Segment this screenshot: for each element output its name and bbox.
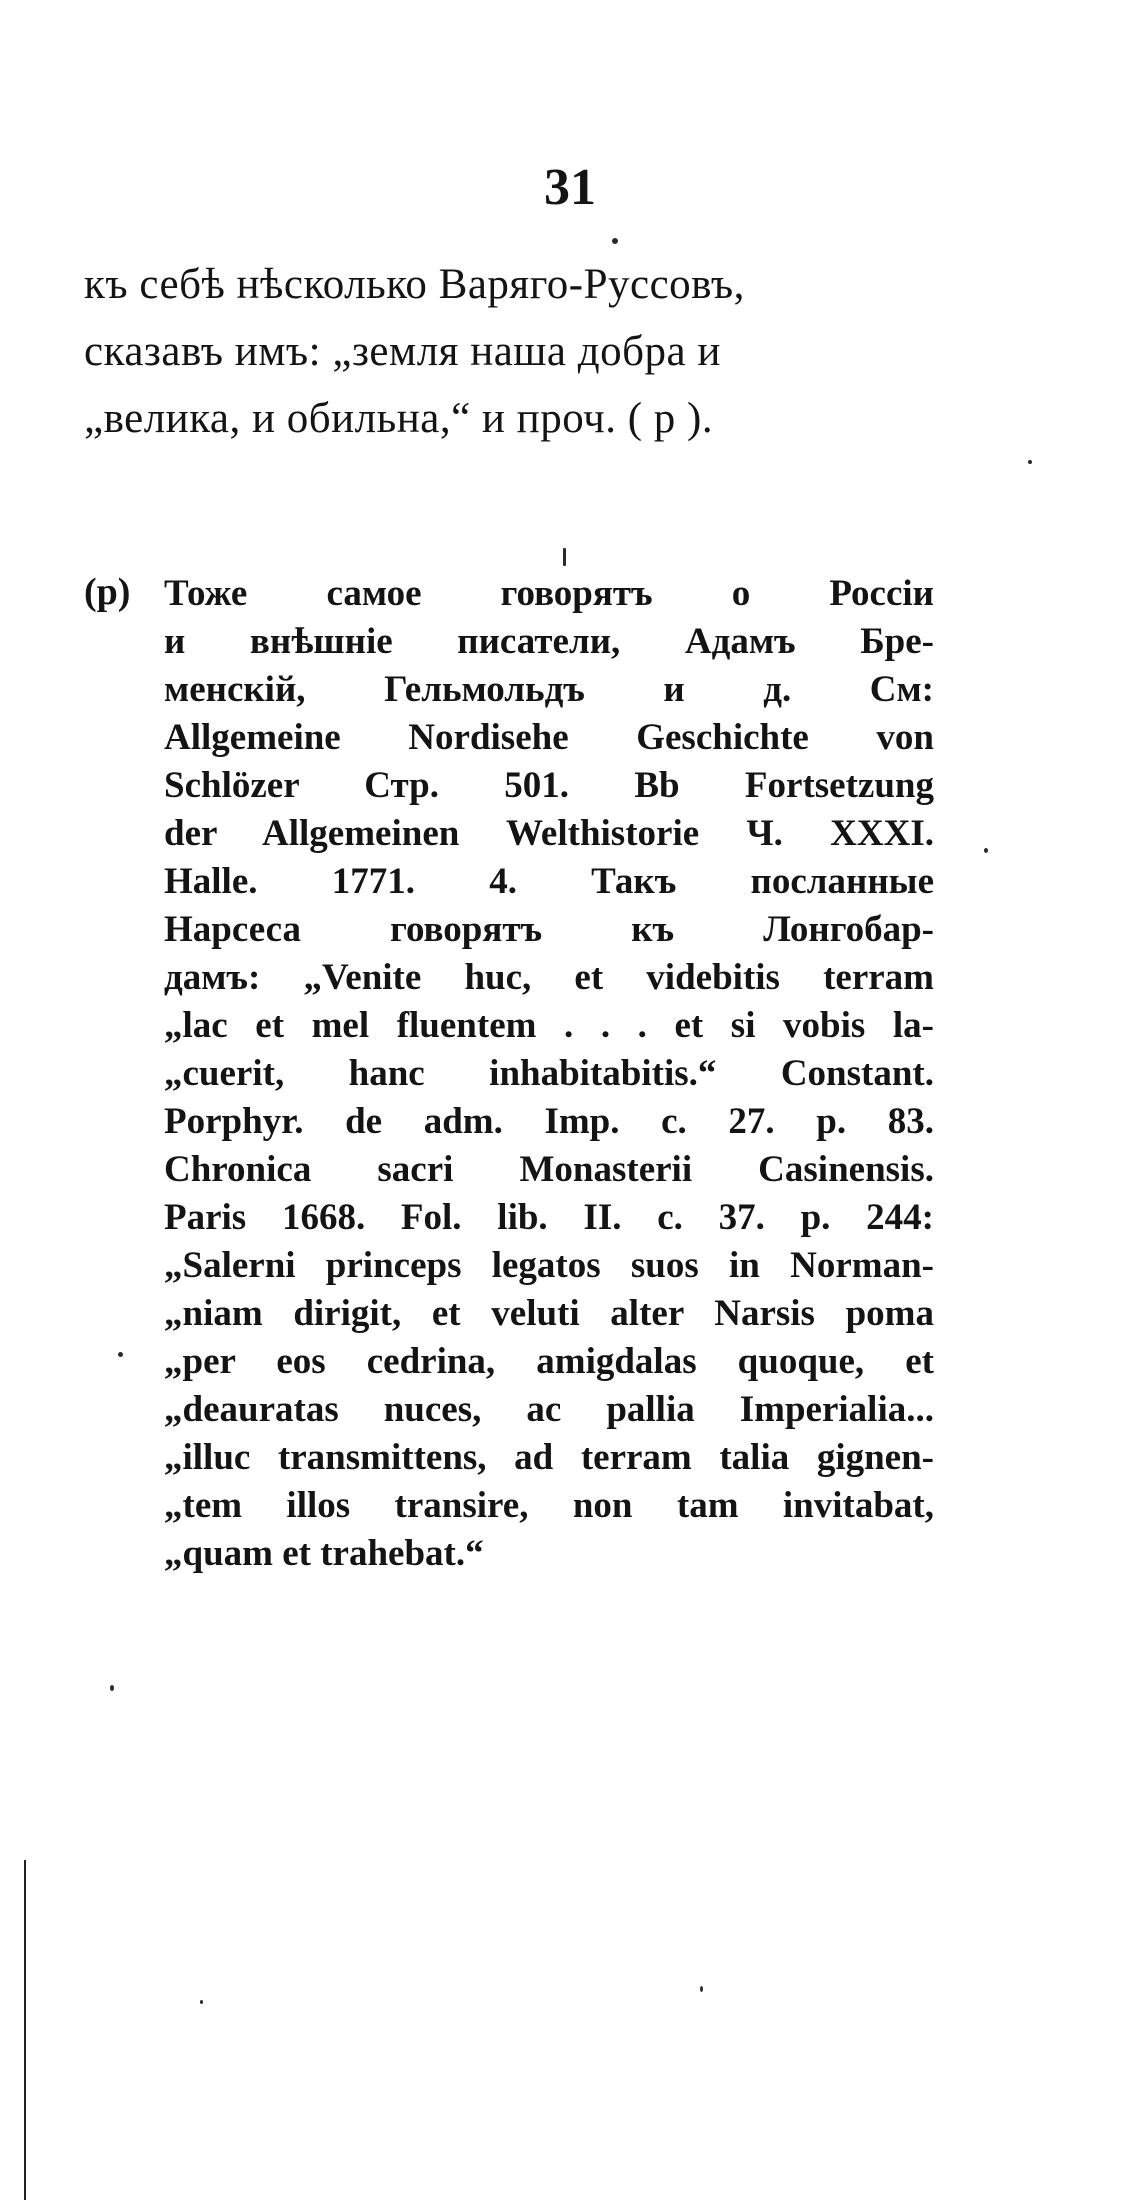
page-edge-line	[24, 1860, 26, 2200]
footnote-line: Нарсеса говорятъ къ Лонгобар-	[164, 909, 934, 950]
footnote-line: Chronica sacri Monasterii Casinensis.	[164, 1149, 934, 1190]
footnote-line: „quam et trahebat.“	[164, 1533, 484, 1574]
footnote-line: и внѣшніе писатели, Адамъ Бре-	[164, 621, 934, 662]
ink-speck	[700, 1986, 703, 1992]
footnote-line: „deauratas nuces, ac pallia Imperialia...	[164, 1389, 934, 1430]
footnote-line: дамъ: „Venite huc, et videbitis terram	[164, 957, 934, 998]
footnote-line: Halle. 1771. 4. Такъ посланные	[164, 861, 934, 902]
footnote-line: „niam dirigit, et veluti alter Narsis poma	[164, 1293, 934, 1334]
footnote-line: Тоже самое говорятъ о Россіи	[164, 573, 934, 614]
footnote-line: „lac et mel fluentem . . . et si vobis la-	[164, 1005, 934, 1046]
footnote-line: „per eos cedrina, amigdalas quoque, et	[164, 1341, 934, 1382]
ink-speck	[200, 2000, 203, 2004]
footnote-line: Paris 1668. Fol. lib. II. c. 37. p. 244:	[164, 1197, 934, 1238]
footnote-line: Schlözer Стр. 501. Bb Fortsetzung	[164, 765, 934, 806]
main-text-line: сказавъ имъ: „земля наша добра и	[84, 328, 721, 375]
footnote-line: Allgemeine Nordisehe Geschichte von	[164, 717, 934, 758]
ink-speck	[110, 1685, 114, 1691]
footnote-line: „tem illos transire, non tam invitabat,	[164, 1485, 934, 1526]
footnote-line: Porphyr. de adm. Imp. c. 27. p. 83.	[164, 1101, 934, 1142]
footnote-line: der Allgemeinen Welthistorie Ч. XXXI.	[164, 813, 934, 854]
ink-speck	[612, 238, 618, 244]
ink-speck	[118, 1352, 123, 1357]
ink-speck	[1028, 460, 1032, 464]
main-text-line: „велика, и обильна,“ и проч. ( р ).	[84, 395, 714, 442]
footnote-marker: (р)	[84, 571, 131, 613]
footnote-line: „Salerni princeps legatos suos in Norman-	[164, 1245, 934, 1286]
ink-speck	[984, 848, 988, 853]
footnote-line: „cuerit, hanc inhabitabitis.“ Constant.	[164, 1053, 934, 1094]
page-number: 31	[544, 159, 596, 216]
footnote-line: „illuc transmittens, ad terram talia gignen-	[164, 1437, 934, 1478]
main-text-line: къ себѣ нѣсколько Варяго-Руссовъ,	[84, 261, 745, 308]
footnote-line: менскій, Гельмольдъ и д. См:	[164, 669, 934, 710]
ink-speck	[563, 548, 566, 566]
